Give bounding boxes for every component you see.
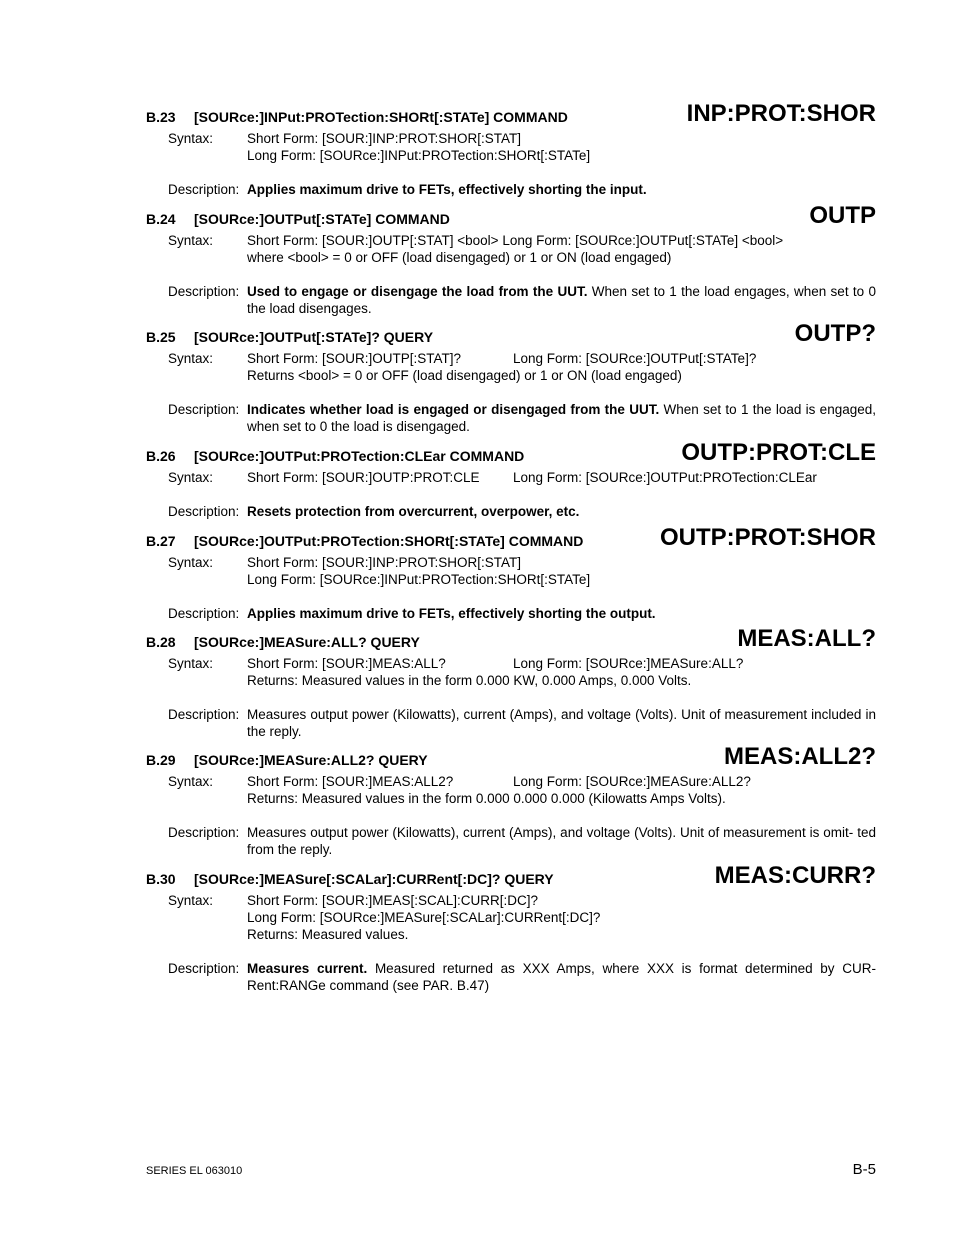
- description-text: Measures output power (Kilowatts), current (Amps), and voltage (Volts). Unit of measurement is omit- ted from the reply.: [247, 825, 876, 857]
- syntax-line: Long Form: [SOURce:]MEASure[:SCALar]:CURRent[:DC]?: [247, 910, 601, 925]
- section-number: B.26: [146, 448, 176, 464]
- description-label: Description:: [168, 182, 240, 197]
- syntax-label: Syntax:: [168, 555, 214, 570]
- short-form: Short Form: [SOUR:]MEAS:ALL?: [247, 656, 446, 671]
- section-b28: [146, 625, 876, 740]
- syntax-line: Long Form: [SOURce:]INPut:PROTection:SHORt[:STATe]: [247, 148, 591, 163]
- description-label: Description:: [168, 284, 240, 299]
- command-mnemonic: OUTP:PROT:SHOR: [660, 524, 876, 551]
- section-b25: [146, 320, 876, 435]
- section-title: [SOURce:]OUTPut:PROTection:SHORt[:STATe] COMMAND: [194, 533, 584, 549]
- command-mnemonic: MEAS:ALL?: [737, 625, 876, 652]
- command-mnemonic: OUTP?: [794, 320, 876, 347]
- description-block: [146, 605, 876, 622]
- syntax-block: [146, 232, 876, 266]
- description-block: [146, 503, 876, 520]
- syntax-line: Short Form: [SOUR:]INP:PROT:SHOR[:STAT]: [247, 131, 522, 146]
- syntax-label: Syntax:: [168, 233, 214, 248]
- section-number: B.28: [146, 634, 176, 650]
- syntax-block: [146, 773, 876, 807]
- section-heading: [146, 100, 876, 127]
- section-heading: [146, 743, 876, 770]
- section-b29: [146, 743, 876, 858]
- description-label: Description:: [168, 606, 240, 621]
- description-block: [146, 401, 876, 435]
- section-number: B.29: [146, 752, 176, 768]
- description-text: When set to 1 the load is engaged, when set to 0 the load is disengaged.: [247, 402, 876, 434]
- long-form: Long Form: [SOURce:]MEASure:ALL?: [513, 656, 744, 671]
- section-title: [SOURce:]OUTPut:PROTection:CLEar COMMAND: [194, 448, 525, 464]
- section-title: [SOURce:]MEASure:ALL2? QUERY: [194, 752, 428, 768]
- syntax-line: Short Form: [SOUR:]MEAS[:SCAL]:CURR[:DC]?: [247, 893, 539, 908]
- syntax-block: [146, 350, 876, 384]
- syntax-label: Syntax:: [168, 470, 214, 485]
- description-emphasis: Resets protection from overcurrent, overpower, etc.: [247, 504, 580, 519]
- description-emphasis: Measures current.: [247, 961, 368, 976]
- section-b26: [146, 439, 876, 520]
- section-heading: [146, 202, 876, 229]
- section-title: [SOURce:]MEASure:ALL? QUERY: [194, 634, 420, 650]
- description-text: Measured returned as XXX Amps, where XXX is format determined by CUR- Rent:RANGe command (see PAR. B.47): [247, 961, 876, 993]
- description-label: Description:: [168, 402, 240, 417]
- syntax-label: Syntax:: [168, 131, 214, 146]
- short-form: Short Form: [SOUR:]OUTP[:STAT]?: [247, 351, 462, 366]
- description-block: [146, 706, 876, 740]
- syntax-block: [146, 655, 876, 689]
- command-mnemonic: INP:PROT:SHOR: [686, 100, 876, 127]
- description-label: Description:: [168, 825, 240, 840]
- long-form: Long Form: [SOURce:]OUTPut:PROTection:CLEar: [513, 470, 817, 485]
- description-emphasis: Used to engage or disengage the load from the UUT.: [247, 284, 588, 299]
- description-block: [146, 824, 876, 858]
- section-number: B.25: [146, 329, 176, 345]
- syntax-line: Returns: Measured values.: [247, 927, 409, 942]
- description-text: When set to 1 the load engages, when set to 0 the load disengages.: [247, 284, 876, 316]
- section-heading: [146, 625, 876, 652]
- syntax-line: Short Form: [SOUR:]INP:PROT:SHOR[:STAT]: [247, 555, 522, 570]
- section-title: [SOURce:]OUTPut[:STATe]? QUERY: [194, 329, 434, 345]
- syntax-block: [146, 130, 876, 164]
- description-block: [146, 181, 876, 198]
- section-title: [SOURce:]OUTPut[:STATe] COMMAND: [194, 211, 450, 227]
- long-form: Long Form: [SOURce:]OUTPut[:STATe]?: [513, 351, 757, 366]
- syntax-label: Syntax:: [168, 893, 214, 908]
- long-form: Long Form: [SOURce:]MEASure:ALL2?: [513, 774, 751, 789]
- section-number: B.24: [146, 211, 176, 227]
- section-title: [SOURce:]INPut:PROTection:SHORt[:STATe] COMMAND: [194, 109, 568, 125]
- description-text: Measures output power (Kilowatts), current (Amps), and voltage (Volts). Unit of measurement included in the reply.: [247, 707, 876, 739]
- description-label: Description:: [168, 961, 240, 976]
- command-mnemonic: MEAS:ALL2?: [724, 743, 876, 770]
- description-block: [146, 960, 876, 994]
- syntax-label: Syntax:: [168, 774, 214, 789]
- short-form: Short Form: [SOUR:]MEAS:ALL2?: [247, 774, 454, 789]
- section-number: B.27: [146, 533, 176, 549]
- command-mnemonic: OUTP:PROT:CLE: [681, 439, 876, 466]
- command-mnemonic: MEAS:CURR?: [714, 862, 876, 889]
- section-b23: [146, 100, 876, 198]
- page-number: B-5: [852, 1161, 876, 1178]
- section-title: [SOURce:]MEASure[:SCALar]:CURRent[:DC]? QUERY: [194, 871, 554, 887]
- syntax-label: Syntax:: [168, 656, 214, 671]
- syntax-block: [146, 892, 876, 943]
- description-block: [146, 283, 876, 317]
- section-heading: [146, 524, 876, 551]
- section-number: B.30: [146, 871, 176, 887]
- section-b27: [146, 524, 876, 622]
- syntax-block: [146, 469, 876, 486]
- returns-line: Returns: Measured values in the form 0.000 0.000 0.000 (Kilowatts Amps Volts).: [247, 791, 726, 806]
- command-mnemonic: OUTP: [809, 202, 876, 229]
- section-b24: [146, 202, 876, 317]
- footer-series: SERIES EL 063010: [146, 1165, 243, 1177]
- section-number: B.23: [146, 109, 176, 125]
- section-heading: [146, 320, 876, 347]
- description-emphasis: Applies maximum drive to FETs, effectively shorting the input.: [247, 182, 647, 197]
- syntax-label: Syntax:: [168, 351, 214, 366]
- description-label: Description:: [168, 504, 240, 519]
- description-emphasis: Applies maximum drive to FETs, effectively shorting the output.: [247, 606, 656, 621]
- section-heading: [146, 862, 876, 889]
- syntax-line: where <bool> = 0 or OFF (load disengaged) or 1 or ON (load engaged): [247, 250, 672, 265]
- syntax-line: Long Form: [SOURce:]INPut:PROTection:SHORt[:STATe]: [247, 572, 591, 587]
- section-heading: [146, 439, 876, 466]
- syntax-block: [146, 554, 876, 588]
- section-b30: [146, 862, 876, 994]
- short-form: Short Form: [SOUR:]OUTP:PROT:CLE: [247, 470, 480, 485]
- description-emphasis: Indicates whether load is engaged or disengaged from the UUT.: [247, 402, 660, 417]
- syntax-line: Short Form: [SOUR:]OUTP[:STAT] <bool> Long Form: [SOURce:]OUTPut[:STATe] <bool>: [247, 233, 784, 248]
- returns-line: Returns: Measured values in the form 0.000 KW, 0.000 Amps, 0.000 Volts.: [247, 673, 692, 688]
- returns-line: Returns <bool> = 0 or OFF (load disengaged) or 1 or ON (load engaged): [247, 368, 682, 383]
- description-label: Description:: [168, 707, 240, 722]
